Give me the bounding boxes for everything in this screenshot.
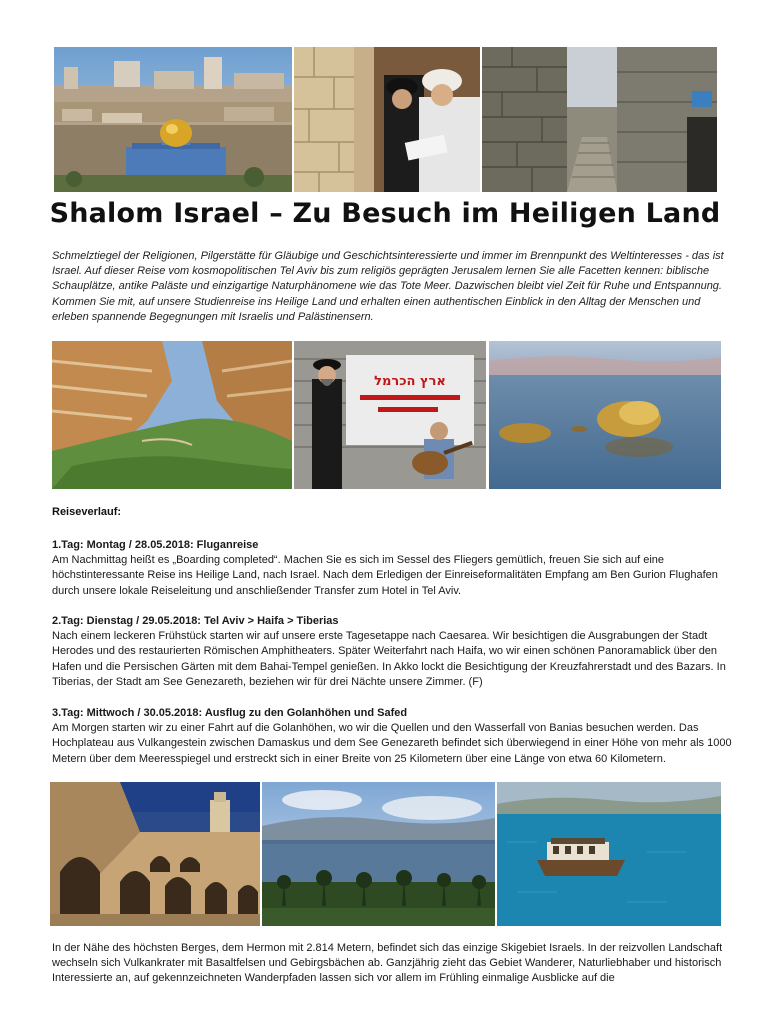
day-2 <box>52 614 732 690</box>
photo-canyon <box>52 341 292 489</box>
bottom-photo-row <box>50 782 721 926</box>
day-3-heading: 3.Tag: Mittwoch / 30.05.2018: Ausflug zu den Golanhöhen und Safed <box>52 707 408 719</box>
closing-paragraph: In der Nähe des höchsten Berges, dem Hermon mit 2.814 Metern, befindet sich das einzige Skigebiet Israels. In der reizvollen Landschaft wechseln sich Vulkankrater mit Basaltfelsen und Gebirgsbächen ab. Ganzjährig zieht das Gebiet Wanderer, Naturliebhaber und historisch Interessierte an, auf gekennzeichneten Wanderpfaden lassen sich vor allem im Frühling einmalige Ausblicke auf die <box>52 942 723 985</box>
day-1-heading: 1.Tag: Montag / 28.05.2018: Fluganreise <box>52 539 259 551</box>
day-3-text: Am Morgen starten wir zu einer Fahrt auf die Golanhöhen, wo wir die Quellen und den Wasserfall von Banias besuchen werden. Das Hochplateau aus Vulkangestein zwischen Damaskus und dem See Genezareth befindet sich überwiegend in einer Höhe von mehr als 1000 Metern über dem Meeresspiegel und erstreckt sich in einer Breite von 25 Kilometern über eine Länge von etwa 60 Kilometern. <box>52 722 732 765</box>
wall-sign-text: ארץ הכרמל <box>374 374 446 389</box>
day-2-heading: 2.Tag: Dienstag / 29.05.2018: Tel Aviv > Haifa > Tiberias <box>52 615 339 627</box>
page-title: Shalom Israel – Zu Besuch im Heiligen Land <box>49 198 721 229</box>
photo-street-musician <box>294 341 486 489</box>
day-3 <box>52 706 732 767</box>
day-2-text: Nach einem leckeren Frühstück starten wir auf unsere erste Tagesetappe nach Caesarea. Wir besichtigen die Ausgrabungen der Stadt Herodes und des restaurierten Römischen Amphitheaters. Später Weiterfahrt nach Haifa, wo wir einen schönen Panoramablick über den Hafen und die Persischen Gärten mit dem Bahai-Tempel genießen. In Akko lockt die Besichtigung der Kreuzfahrerstadt und des Bazars. In Tiberias, der Stadt am See Genezareth, beziehen wir für drei Nächte unsere Zimmer. (F) <box>52 630 726 688</box>
photo-jerusalem-dome <box>54 47 292 192</box>
day-1-text: Am Nachmittag heißt es „Boarding completed“. Machen Sie es sich im Sessel des Fliegers gemütlich, freuen Sie sich auf eine höchstinteressante Reise ins Heilige Land, nach Israel. Nach dem Erledigen der Einreiseformalitäten Empfang am Ben Gurion Flughafen durch unsere lokale Reiseleitung und anschließender Transfer zum Hotel in Tel Aviv. <box>52 554 718 597</box>
middle-photo-row <box>52 341 721 489</box>
photo-akko-arches <box>50 782 260 926</box>
photo-dead-sea <box>489 341 721 489</box>
photo-western-wall <box>294 47 480 192</box>
day-1 <box>52 538 732 599</box>
intro-paragraph: Schmelztiegel der Religionen, Pilgerstätte für Gläubige und Geschichtsinteressierte und immer im Brennpunkt des Weltinteresses - das ist Israel. Auf dieser Reise vom kosmopolitischen Tel Aviv bis zum religiös geprägten Jerusalem lernen Sie alle Facetten kennen: biblische Schauplätze, antike Paläste und einzigartige Naturphänomene wie das Tote Meer. Dazwischen bleibt viel Zeit für Ruhe und Entspannung. Kommen Sie mit, auf unsere Studienreise ins Heilige Land und erhalten einen authentischen Einblick in den Alltag der Menschen und erleben spannende Begegnungen mit Israelis und Palästinensern. <box>52 250 724 323</box>
photo-old-city-alley <box>482 47 717 192</box>
photo-galilee-view <box>262 782 495 926</box>
top-photo-row <box>54 47 717 192</box>
itinerary-label: Reiseverlauf: <box>52 506 122 518</box>
photo-boat-lake <box>497 782 721 926</box>
